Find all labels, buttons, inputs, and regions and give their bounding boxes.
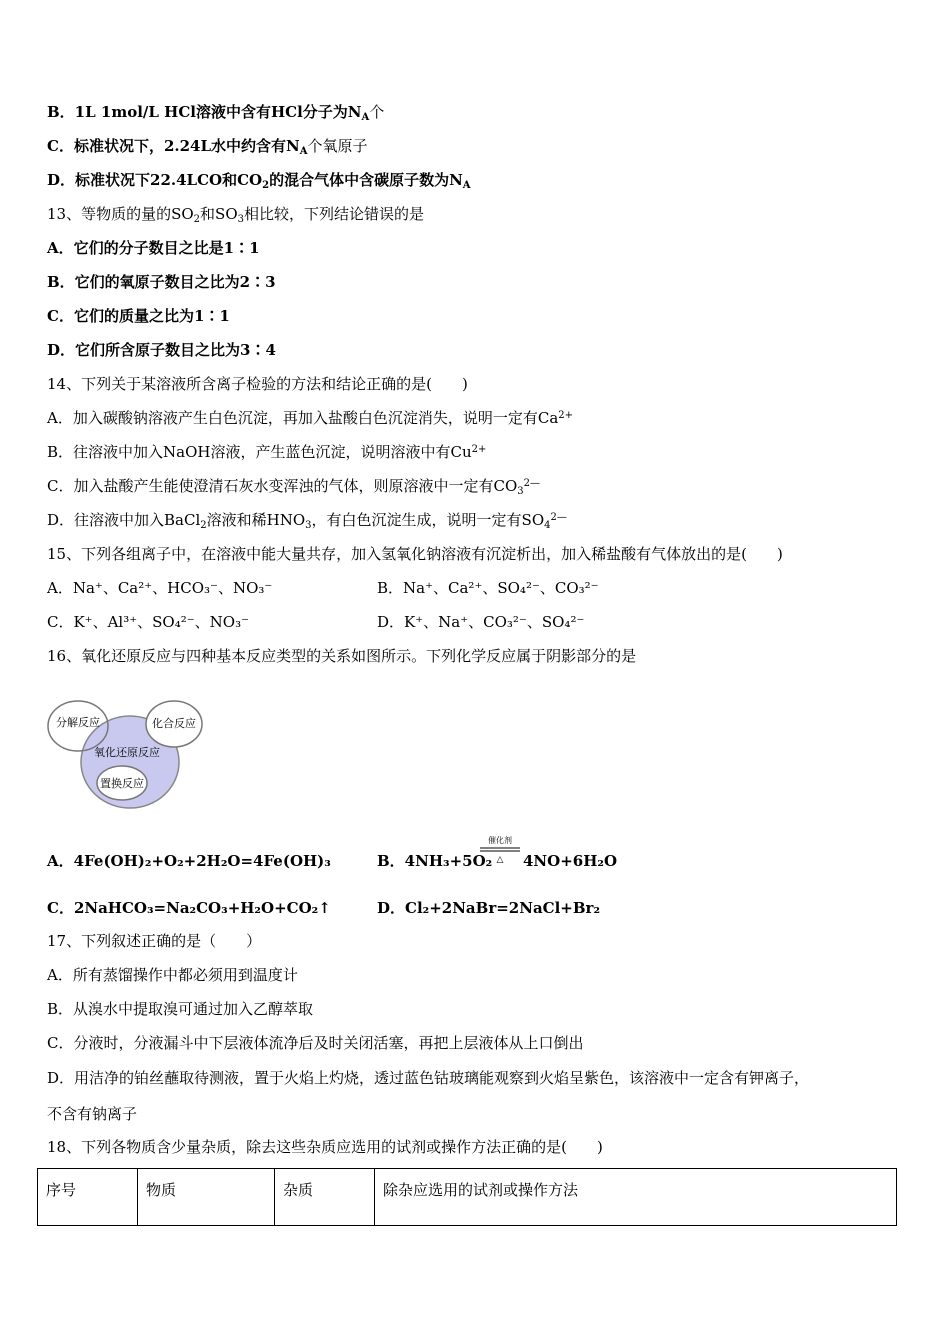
q15-stem: 15、下列各组离子中，在溶液中能大量共存，加入氢氧化钠溶液有沉淀析出，加入稀盐酸有气体放出的是( )	[47, 545, 783, 563]
q14-option-a: A．加入碳酸钠溶液产生白色沉淀，再加入盐酸白色沉淀消失，说明一定有$Ca^{2+}$	[47, 409, 574, 427]
q14-option-c: C．加入盐酸产生能使澄清石灰水变浑浊的气体，则原溶液中一定有$CO_3^{2—}$	[47, 477, 541, 497]
q17-stem: 17、下列叙述正确的是（ ）	[47, 932, 262, 950]
q17-option-a: A．所有蒸馏操作中都必须用到温度计	[47, 966, 298, 984]
displacement-label: 置换反应	[100, 777, 144, 790]
q14-option-b: B．往溶液中加入NaOH溶液，产生蓝色沉淀，说明溶液中有$Cu^{2+}$	[47, 443, 487, 461]
q16-option-a: A．4Fe(OH)₂+O₂+2H₂O=4Fe(OH)₃	[47, 852, 331, 870]
catalyst-heat-arrow	[478, 834, 522, 864]
heat-label: △	[496, 855, 504, 864]
header-cell: 序号	[38, 1169, 138, 1226]
reaction-type-venn-diagram	[44, 700, 204, 810]
q15-option-d: D．K⁺、Na⁺、CO₃²⁻、SO₄²⁻	[377, 613, 585, 631]
q18-stem: 18、下列各物质含少量杂质，除去这些杂质应选用的试剂或操作方法正确的是( )	[47, 1138, 603, 1156]
header-cell: 物质	[138, 1169, 275, 1226]
q17-option-c: C．分液时，分液漏斗中下层液体流净后及时关闭活塞，再把上层液体从上口倒出	[47, 1034, 584, 1052]
header-cell: 除杂应选用的试剂或操作方法	[375, 1169, 897, 1226]
catalyst-label: 催化剂	[488, 836, 512, 845]
q15-option-b: B．Na⁺、Ca²⁺、SO₄²⁻、CO₃²⁻	[377, 579, 599, 597]
q16-option-c: C．2NaHCO₃=Na₂CO₃+H₂O+CO₂↑	[47, 899, 331, 917]
decomposition-label: 分解反应	[56, 716, 100, 729]
q13-option-c: C．它们的质量之比为1∶1	[47, 307, 230, 325]
q13-option-a: A．它们的分子数目之比是1∶1	[47, 239, 260, 257]
table-header-row	[38, 1169, 897, 1226]
q17-option-d: D．用洁净的铂丝蘸取待测液，置于火焰上灼烧，透过蓝色钴玻璃能观察到火焰呈紫色，该溶液中一定含有钾离子，	[47, 1069, 810, 1087]
q16-option-d: D．Cl₂+2NaBr=2NaCl+Br₂	[377, 899, 601, 917]
q14-stem: 14、下列关于某溶液所含离子检验的方法和结论正确的是( )	[47, 375, 468, 393]
q12-option-b: B．1L 1mol/L HCl溶液中含有HCl分子为$N_A$个	[47, 103, 385, 123]
header-cell: 杂质	[275, 1169, 375, 1226]
q12-option-c: C．标准状况下，2.24L水中约含有$N_A$个氧原子	[47, 137, 368, 157]
q15-option-c: C．K⁺、Al³⁺、SO₄²⁻、NO₃⁻	[47, 613, 250, 631]
q12-option-d: D．标准状况下22.4LCO和$CO_2$的混合气体中含碳原子数为$N_A$	[47, 171, 471, 191]
q16-option-b: B．4NH₃+5O₂	[377, 852, 493, 870]
q18-table	[37, 1168, 897, 1226]
combination-label: 化合反应	[152, 717, 196, 730]
q17-option-d-cont: 不含有钠离子	[47, 1105, 138, 1123]
q14-option-d: D．往溶液中加入BaCl$_2$溶液和稀$HNO_3$，有白色沉淀生成，说明一定有$SO_4^{2—}$	[47, 511, 567, 531]
q16-option-b-products: 4NO+6H₂O	[523, 852, 618, 870]
redox-label: 氧化还原反应	[94, 746, 160, 759]
q13-option-d: D．它们所含原子数目之比为3∶4	[47, 341, 276, 359]
q13-stem: 13、等物质的量的$SO_2$和$SO_3$相比较，下列结论错误的是	[47, 205, 425, 225]
q15-option-a: A．Na⁺、Ca²⁺、HCO₃⁻、NO₃⁻	[47, 579, 273, 597]
q13-option-b: B．它们的氧原子数目之比为2∶3	[47, 273, 276, 291]
q17-option-b: B．从溴水中提取溴可通过加入乙醇萃取	[47, 1000, 314, 1018]
q16-stem: 16、氧化还原反应与四种基本反应类型的关系如图所示。下列化学反应属于阴影部分的是	[47, 647, 637, 665]
